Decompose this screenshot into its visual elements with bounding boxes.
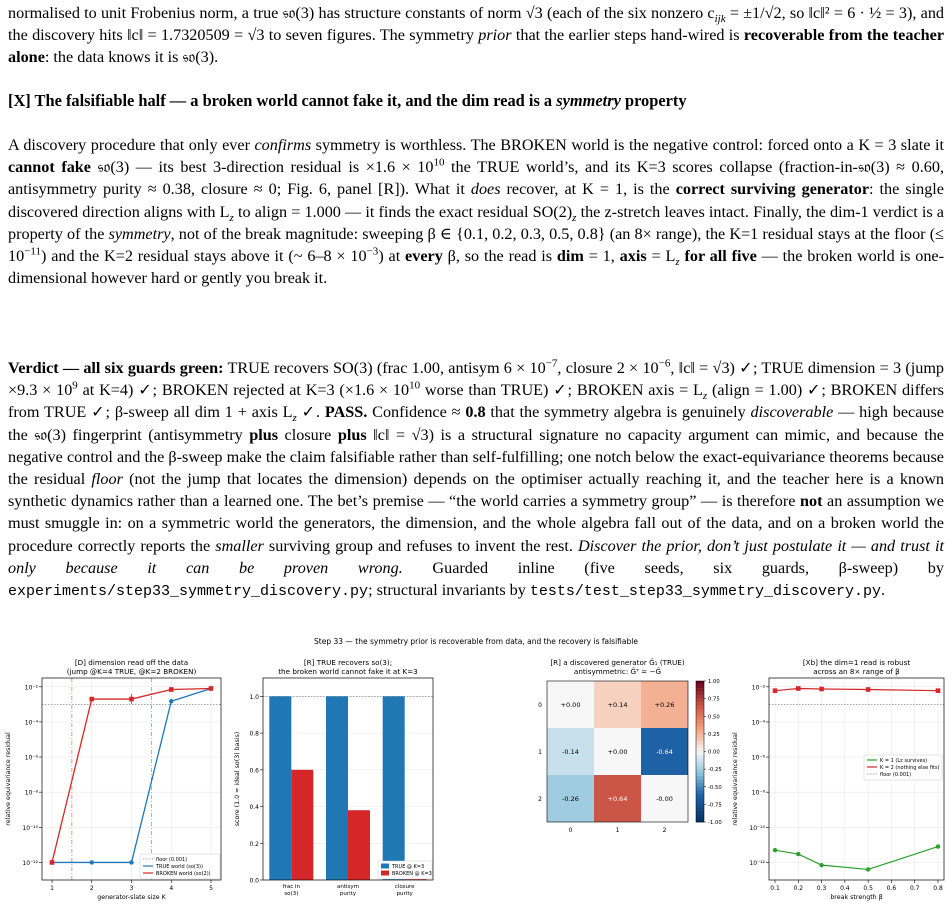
panel-d-xtick-label: 4 bbox=[169, 885, 174, 892]
panel-x-ytick-label: 10⁻⁸ bbox=[751, 789, 765, 797]
panel-x-xtick-label: 0.4 bbox=[840, 885, 850, 892]
panel-h-colorbar-segment bbox=[696, 776, 704, 780]
panel-d-ytick-label: 10⁻² bbox=[24, 684, 38, 692]
paragraph-verdict: Verdict — all six guards green: TRUE recovers SO(3) (frac 1.00, antisym $6 \times 10^{-7}$, closure $2 \times 10^{-6}$, ‖c‖ = √3) ✓; TRUE dimension = 3 (jump $\times 9.3 \times 10^9$ at K=4) ✓; BROKEN rejected at K=3 ($\times 1.6 \times 10^{10}$ worse than TRUE) ✓; BROKEN axis = $L_z$ (align = 1.00) ✓; BROKEN differs from TRUE ✓; β-sweep all dim 1 + axis $L_z$ ✓. PASS. Confidence ≈ 0.8 that the symmetry algebra is genuinely discoverable — high because the 𝔰𝔬(3) fingerprint (antisymmetry plus closure plus ‖c‖ = √3) is a structural signature no capacity argument can mimic, and because the negative control and the β-sweep make the claim falsifiable rather than self-fulfilling; one notch below the exact-equivariance theorems because the residual floor (not the jump that locates the dimension) depends on the optimiser actually reaching it, and the teacher here is a known synthetic dynamics rather than a learned one. The bet’s premise — “the world carries a symmetry group” — is therefore not an assumption we must smuggle in: on a symmetric world the generators, the dimension, and the whole algebra fall out of the data, and on a broken world the procedure correctly reports the smaller surviving group and refuses to invent the rest. Discover the prior, don’t just postulate it — and trust it only because it can be proven wrong. Guarded inline (five seeds, six guards, β-sweep) by experiments/step33_symmetry_discovery.py; structural invariants by tests/test_step33_symmetry_discovery.py. bbox=[8, 357, 945, 601]
panel-h-colorbar-segment bbox=[696, 766, 704, 770]
panel-d-point bbox=[129, 860, 133, 864]
paragraph-falsifiable: A discovery procedure that only ever confirms symmetry is worthless. The BROKEN world is the negative control: forced onto a K = 3 slate it cannot fake 𝔰𝔬(3) — its best 3-direction residual is $\times 1.6 \times 10^{10}$ the TRUE world’s, and its K=3 scores collapse (fraction-in-𝔰𝔬(3) ≈ 0.60, antisymmetry purity ≈ 0.38, closure ≈ 0; Fig. 6, panel [R]). What it does recover, at K = 1, is the correct surviving generator: the single discovered direction aligns with $L_z$ to align = 1.000 — it finds the exact residual $SO(2)_z$ the z-stretch leaves intact. Finally, the dim-1 verdict is a property of the symmetry, not of the break magnitude: sweeping β ∈ {0.1, 0.2, 0.3, 0.5, 0.8} (an 8× range), the K=1 residual stays at the floor (≤ $10^{-11}$) and the K=2 residual stays above it (~ $6-8 \times 10^{-3}$) at every β, so the read is dim = 1, axis = $L_z$ for all five — the broken world is one-dimensional however hard or gently you break it. bbox=[8, 136, 944, 288]
panel-h-cell-label: +0.00 bbox=[607, 748, 628, 756]
panel-d-ytick-label: 10⁻⁶ bbox=[24, 754, 38, 762]
panel-h-cell-label: +0.26 bbox=[654, 701, 675, 709]
panel-r-legend-label: BROKEN @ K=3 bbox=[392, 871, 432, 877]
panel-d-point bbox=[209, 686, 214, 691]
panel-x-series-line bbox=[775, 847, 938, 870]
panel-r-ytick-label: 1.0 bbox=[249, 693, 259, 701]
panel-h-xtick-label: 2 bbox=[662, 827, 667, 834]
panel-x-subtitle: across an 8× range of β bbox=[813, 667, 900, 676]
panel-h-colorbar-segment bbox=[696, 769, 704, 773]
panel-h-colorbar-segment bbox=[696, 759, 704, 763]
figure-6 bbox=[0, 632, 952, 902]
panel-x-point bbox=[796, 686, 801, 691]
panel-h-colorbar-label: 0.25 bbox=[708, 731, 720, 738]
panel-h-ytick-label: 0 bbox=[538, 702, 542, 709]
panel-x-ytick-label: 10⁻² bbox=[751, 684, 765, 692]
panel-d-ytick-label: 10⁻¹⁰ bbox=[22, 824, 38, 832]
panel-x-legend-label: K = 2 (nothing else fits) bbox=[880, 765, 940, 771]
panel-r-ytick-label: 0.2 bbox=[249, 840, 259, 848]
panel-h-xtick-label: 1 bbox=[615, 827, 620, 834]
panel-d-xtick-label: 1 bbox=[50, 885, 54, 892]
panel-beta-sweep bbox=[732, 658, 944, 901]
panel-x-xtick-label: 0.7 bbox=[909, 885, 920, 892]
panel-r-bar bbox=[291, 770, 313, 880]
panel-x-xtick-label: 0.3 bbox=[816, 885, 827, 892]
panel-x-title: [Xb] the dim=1 read is robust bbox=[802, 658, 911, 667]
panel-x-ytick-label: 10⁻¹² bbox=[749, 859, 765, 867]
panel-x-legend-label: K = 1 (Lz survives) bbox=[880, 758, 928, 764]
panel-x-point bbox=[773, 688, 778, 693]
panel-h-colorbar-segment bbox=[696, 709, 704, 713]
panel-h-colorbar-segment bbox=[696, 811, 704, 815]
panel-x-xlabel: break strength β bbox=[830, 894, 883, 901]
panel-recovery-bars bbox=[234, 658, 433, 897]
panel-h-colorbar-label: -0.75 bbox=[708, 802, 722, 809]
panel-r-bar bbox=[383, 696, 405, 880]
figure-suptitle: Step 33 — the symmetry prior is recoverable from data, and the recovery is falsifiable bbox=[314, 637, 638, 646]
panel-h-colorbar-label: 0.50 bbox=[708, 714, 720, 721]
panel-r-legend-label: TRUE @ K=3 bbox=[392, 864, 425, 870]
panel-x-point bbox=[796, 852, 800, 856]
panel-r-ytick-label: 0.6 bbox=[249, 767, 259, 775]
panel-x-point bbox=[936, 688, 941, 693]
panel-r-ytick-label: 0.0 bbox=[249, 877, 259, 885]
panel-h-colorbar-segment bbox=[696, 815, 704, 819]
section-heading: [X] The falsifiable half — a broken world cannot fake it, and the dim read is a symmetry property bbox=[8, 91, 687, 110]
panel-x-point bbox=[866, 867, 870, 871]
panel-d-point bbox=[169, 699, 173, 703]
panel-h-colorbar-segment bbox=[696, 773, 704, 777]
panel-x-point bbox=[936, 844, 940, 848]
panel-h-colorbar-label: -0.50 bbox=[708, 784, 722, 791]
panel-r-bar bbox=[348, 810, 370, 880]
panel-h-ytick-label: 1 bbox=[538, 749, 542, 756]
panel-h-ytick-label: 2 bbox=[538, 796, 542, 803]
panel-x-xtick-label: 0.1 bbox=[770, 885, 780, 892]
panel-h-colorbar-segment bbox=[696, 804, 704, 808]
panel-r-ytick-label: 0.4 bbox=[249, 804, 259, 812]
panel-r-ylabel: score (1.0 = ideal so(3) basis) bbox=[234, 731, 241, 827]
panel-r-category-label: frac in bbox=[282, 884, 301, 890]
panel-r-category-label: purity bbox=[396, 891, 413, 897]
panel-r-subtitle: the broken world cannot fake it at K=3 bbox=[278, 667, 418, 676]
panel-r-bar bbox=[269, 696, 291, 880]
panel-r-ytick-label: 0.8 bbox=[249, 730, 259, 738]
panel-h-colorbar-segment bbox=[696, 688, 704, 692]
panel-generator-heatmap bbox=[538, 658, 722, 834]
panel-r-category-label: purity bbox=[339, 891, 357, 897]
panel-d-subtitle: (jump @K=4 TRUE, @K=2 BROKEN) bbox=[66, 667, 197, 676]
panel-h-colorbar-label: 1.00 bbox=[708, 679, 720, 685]
panel-h-colorbar-label: -0.25 bbox=[708, 767, 722, 774]
panel-r-legend-swatch bbox=[381, 871, 389, 876]
panel-h-colorbar-segment bbox=[696, 790, 704, 794]
paragraph-top: normalised to unit Frobenius norm, a true 𝔰𝔬(3) has structure constants of norm √3 (each of the six nonzero $c_{ijk} = \pm 1/√2$, so ‖c‖² = 6 · ½ = 3), and the discovery hits ‖c‖ = 1.7320509 = √3 to seven figures. The symmetry prior that the earlier steps hand-wired is recoverable from the teacher alone: the data knows it is 𝔰𝔬(3). bbox=[8, 4, 945, 67]
panel-h-colorbar-segment bbox=[696, 734, 704, 738]
panel-h-colorbar-segment bbox=[696, 794, 704, 798]
panel-d-point bbox=[90, 860, 94, 864]
panel-h-colorbar-segment bbox=[696, 748, 704, 752]
panel-d-ylabel: relative equivariance residual bbox=[5, 732, 12, 826]
panel-h-colorbar-segment bbox=[696, 730, 704, 734]
panel-d-xtick-label: 5 bbox=[209, 885, 213, 892]
panel-d-ytick-label: 10⁻¹² bbox=[22, 859, 38, 867]
panel-h-cell-label: +0.64 bbox=[607, 795, 628, 803]
panel-x-point bbox=[819, 863, 823, 867]
panel-d-point bbox=[89, 697, 94, 702]
panel-r-category-label: antisym bbox=[336, 884, 360, 890]
panel-h-colorbar-label: 0.75 bbox=[708, 696, 720, 703]
panel-h-colorbar-label: 0.00 bbox=[708, 749, 720, 756]
panel-h-colorbar-segment bbox=[696, 797, 704, 801]
panel-d-legend-label: TRUE world (so(3)) bbox=[156, 864, 203, 870]
panel-x-xtick-label: 0.2 bbox=[793, 885, 804, 892]
panel-h-cell-label: -0.26 bbox=[562, 795, 579, 803]
panel-h-colorbar-segment bbox=[696, 699, 704, 703]
panel-r-title: [R] TRUE recovers so(3); bbox=[303, 658, 393, 667]
panel-h-title: [R] a discovered generator Ĝ₁ (TRUE) bbox=[550, 658, 685, 667]
panel-x-point bbox=[819, 687, 824, 692]
panel-x-xtick-label: 0.8 bbox=[933, 885, 943, 892]
panel-h-colorbar-segment bbox=[696, 808, 704, 812]
panel-x-ytick-label: 10⁻¹⁰ bbox=[749, 824, 765, 832]
panel-h-colorbar-segment bbox=[696, 695, 704, 699]
panel-h-subtitle: antisymmetric: Ĝᵀ = −Ĝ bbox=[573, 667, 662, 676]
panel-d-title: [D] dimension read off the data bbox=[74, 658, 189, 667]
panel-h-colorbar-segment bbox=[696, 752, 704, 756]
panel-h-colorbar-segment bbox=[696, 713, 704, 717]
panel-h-colorbar-segment bbox=[696, 720, 704, 724]
panel-h-colorbar-segment bbox=[696, 727, 704, 731]
panel-d-xtick-label: 2 bbox=[89, 885, 94, 892]
panel-h-colorbar-segment bbox=[696, 818, 704, 822]
panel-x-xtick-label: 0.6 bbox=[886, 885, 897, 892]
panel-h-colorbar-segment bbox=[696, 780, 704, 784]
panel-x-ylabel: relative equivariance residual bbox=[732, 732, 739, 826]
panel-x-xtick-label: 0.5 bbox=[863, 885, 873, 892]
panel-h-colorbar-segment bbox=[696, 787, 704, 791]
panel-x-ytick-label: 10⁻⁶ bbox=[751, 754, 765, 762]
panel-x-ytick-label: 10⁻⁴ bbox=[751, 719, 765, 727]
panel-h-xtick-label: 0 bbox=[568, 827, 573, 834]
panel-d-ytick-label: 10⁻⁴ bbox=[24, 719, 38, 727]
panel-r-category-label: so(3) bbox=[284, 891, 299, 897]
panel-h-colorbar-segment bbox=[696, 681, 704, 685]
panel-h-cell-label: -0.64 bbox=[656, 748, 673, 756]
panel-x-point bbox=[773, 848, 777, 852]
panel-x-point bbox=[866, 687, 871, 692]
panel-d-legend-label: floor (0.001) bbox=[156, 857, 188, 863]
panel-x-legend-label: floor (0.001) bbox=[880, 772, 912, 778]
panel-h-colorbar-segment bbox=[696, 801, 704, 805]
panel-h-colorbar-segment bbox=[696, 685, 704, 689]
panel-h-colorbar-segment bbox=[696, 755, 704, 759]
panel-d-point bbox=[169, 687, 174, 692]
panel-d-ytick-label: 10⁻⁸ bbox=[24, 789, 38, 797]
panel-d-xtick-label: 3 bbox=[129, 885, 134, 892]
panel-h-colorbar-segment bbox=[696, 723, 704, 727]
panel-d-xlabel: generator-slate size K bbox=[97, 894, 166, 901]
panel-h-cell-label: +0.14 bbox=[607, 701, 628, 709]
panel-d-point bbox=[50, 860, 55, 865]
panel-d-legend-label: BROKEN world (so(2)) bbox=[156, 871, 211, 877]
panel-h-colorbar-segment bbox=[696, 692, 704, 696]
panel-h-colorbar-label: -1.00 bbox=[708, 820, 722, 826]
panel-h-colorbar-segment bbox=[696, 706, 704, 710]
panel-h-colorbar-segment bbox=[696, 744, 704, 748]
panel-h-colorbar-segment bbox=[696, 716, 704, 720]
panel-h-cell-label: -0.14 bbox=[562, 748, 579, 756]
panel-r-category-label: closure bbox=[394, 884, 415, 890]
panel-h-cell-label: +0.00 bbox=[560, 701, 581, 709]
panel-h-colorbar-segment bbox=[696, 737, 704, 741]
panel-dimension bbox=[5, 658, 221, 901]
panel-h-colorbar-segment bbox=[696, 702, 704, 706]
panel-h-cell-label: -0.00 bbox=[656, 795, 673, 803]
panel-h-colorbar-segment bbox=[696, 783, 704, 787]
panel-h-colorbar-segment bbox=[696, 741, 704, 745]
panel-r-legend-swatch bbox=[381, 864, 389, 869]
panel-r-bar bbox=[326, 696, 348, 880]
panel-h-colorbar-segment bbox=[696, 762, 704, 766]
figure-svg bbox=[0, 632, 952, 902]
